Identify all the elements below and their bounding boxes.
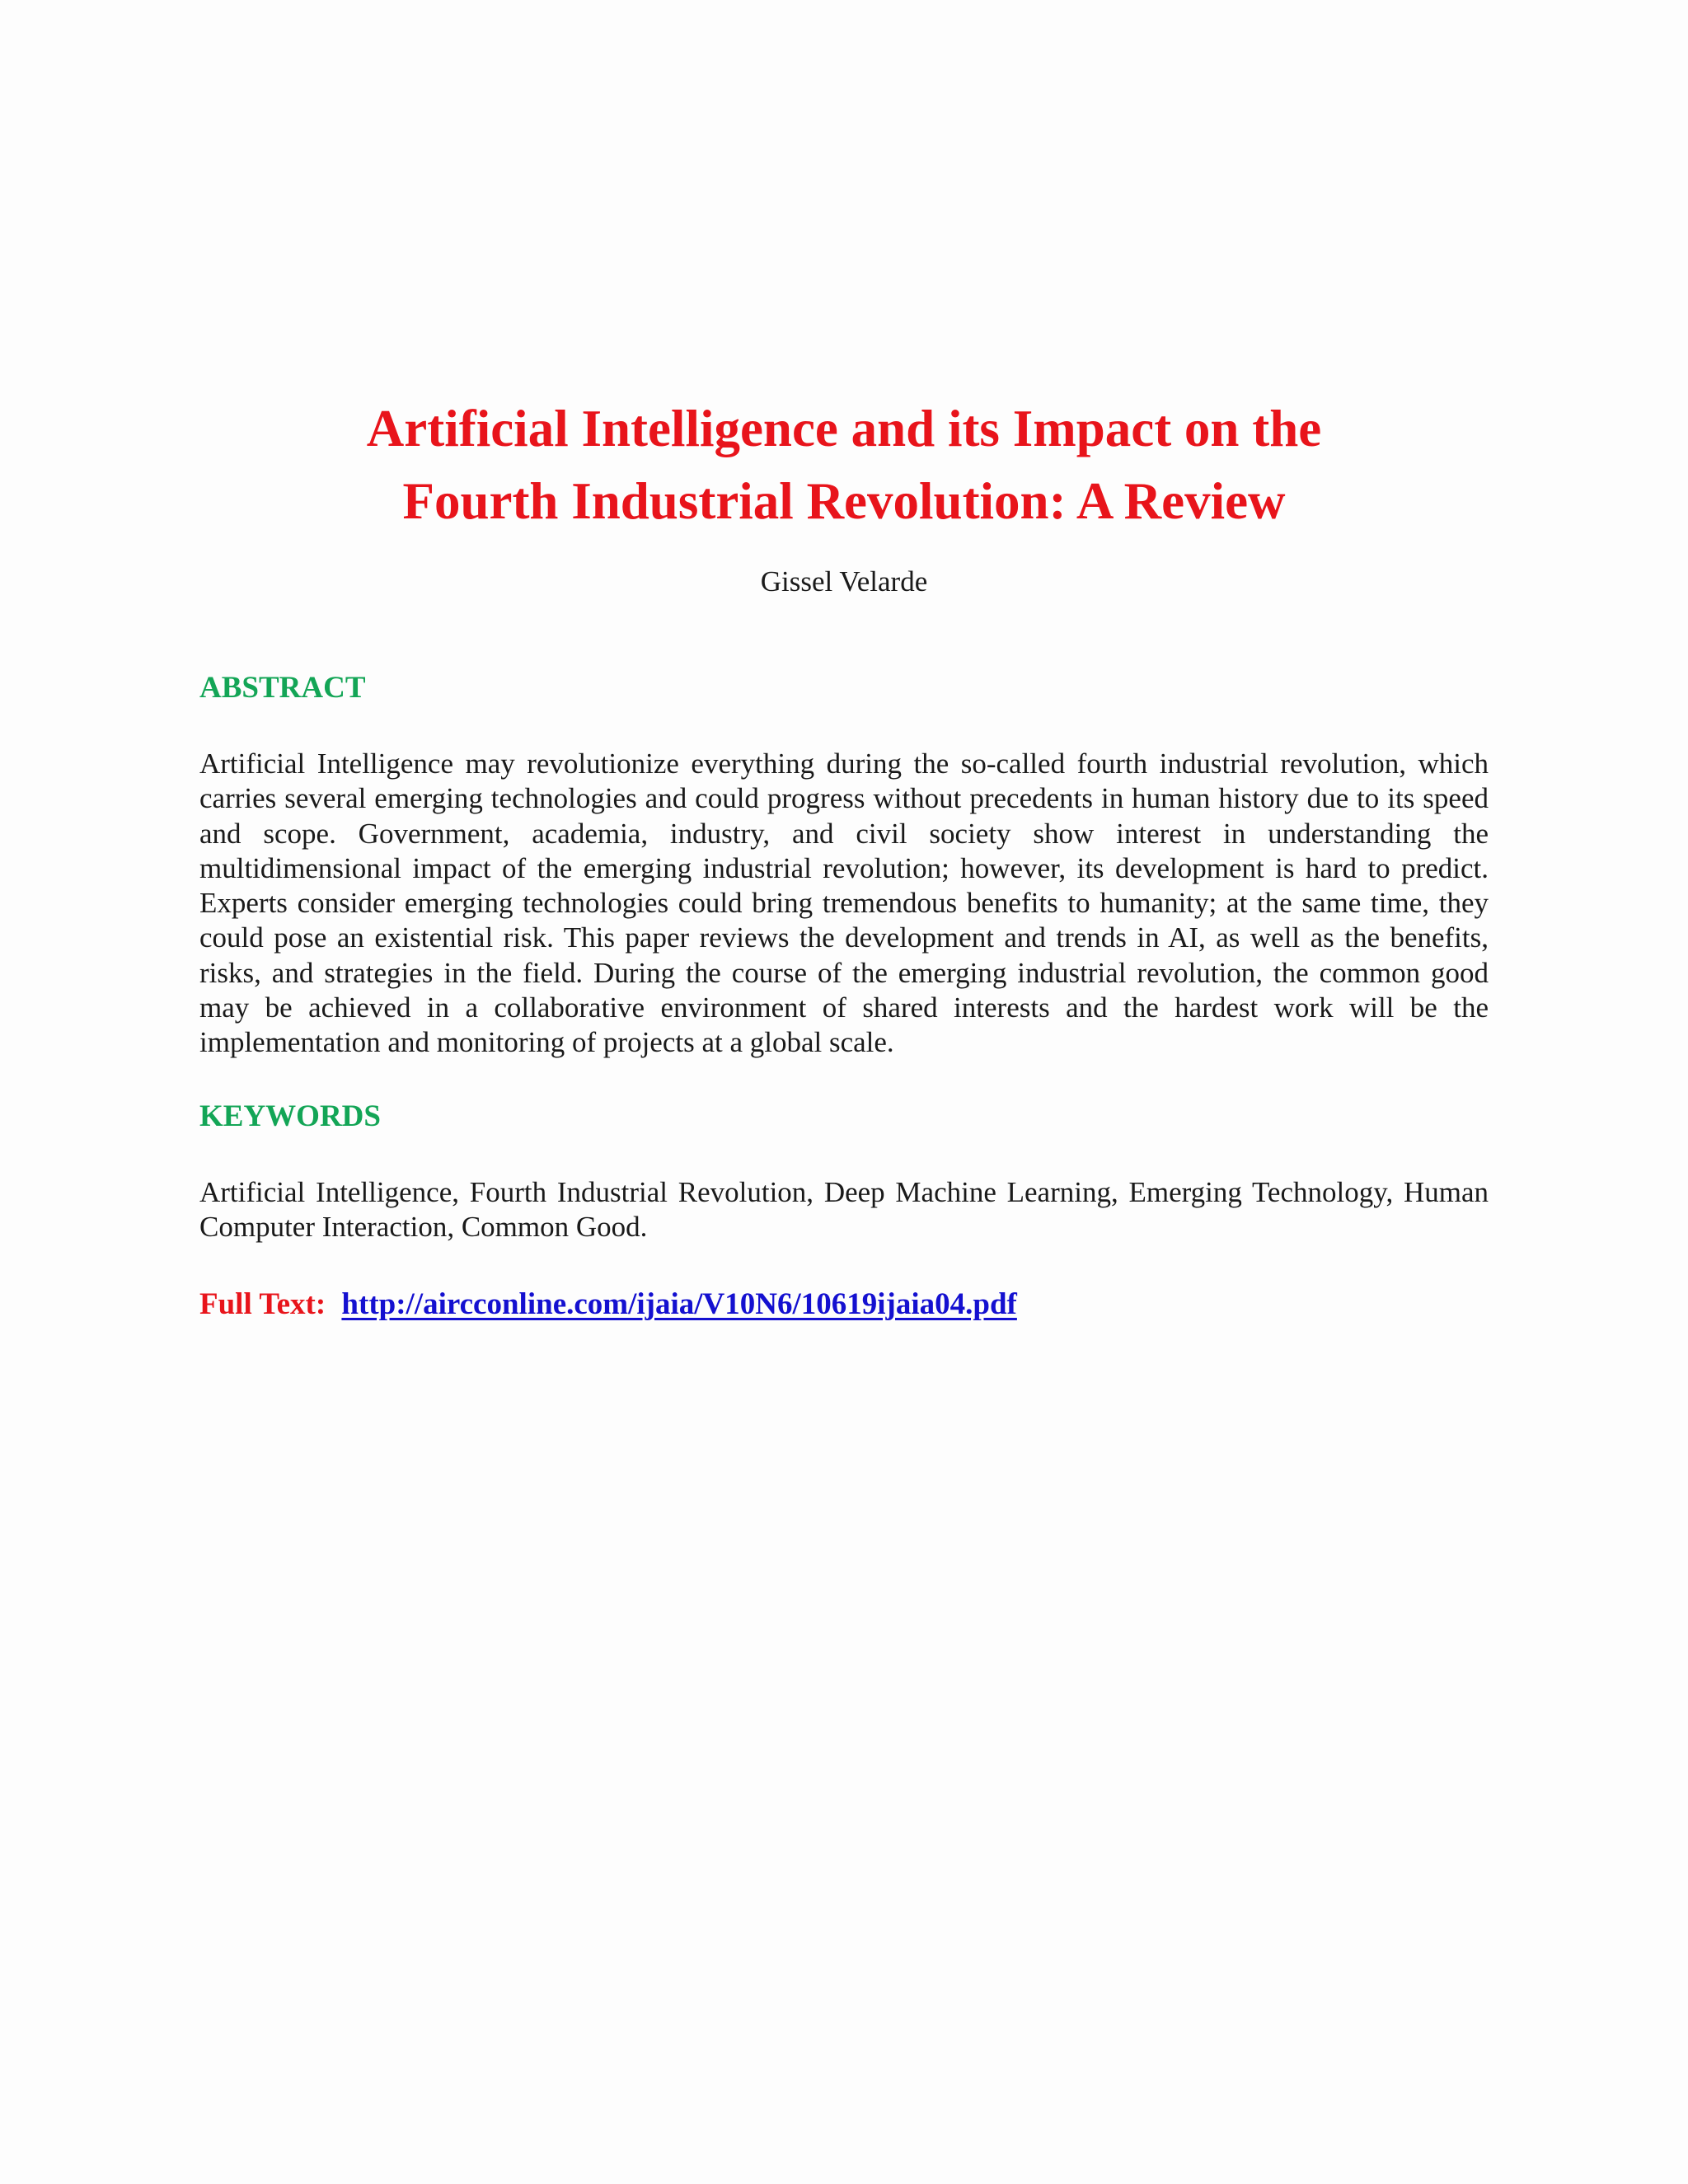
full-text-line <box>199 1286 1489 1324</box>
keywords-heading: KEYWORDS <box>199 1099 381 1133</box>
abstract-heading: ABSTRACT <box>199 671 366 705</box>
keywords-text: Artificial Intelligence, Fourth Industrial Revolution, Deep Machine Learning, Emerging Technology, Human Computer Interaction, Common Good. <box>199 1176 1489 1244</box>
paper-title <box>199 392 1489 537</box>
paper-title-line-1: Artificial Intelligence and its Impact on the <box>366 400 1322 457</box>
paper-title-line-2: Fourth Industrial Revolution: A Review <box>402 472 1286 530</box>
full-text-link[interactable]: http://aircconline.com/ijaia/V10N6/10619ijaia04.pdf <box>341 1287 1017 1321</box>
full-text-label: Full Text: <box>199 1287 326 1321</box>
abstract-text: Artificial Intelligence may revolutionize everything during the so-called fourth industrial revolution, which carries several emerging technologies and could progress without precedents in human history due to its speed and scope. Government, academia, industry, and civil society show interest in understanding the multidimensional impact of the emerging industrial revolution; however, its development is hard to predict. Experts consider emerging technologies could bring tremendous benefits to humanity; at the same time, they could pose an existential risk. This paper reviews the development and trends in AI, as well as the benefits, risks, and strategies in the field. During the course of the emerging industrial revolution, the common good may be achieved in a collaborative environment of shared interests and the hardest work will be the implementation and monitoring of projects at a global scale. <box>199 748 1489 1059</box>
author-name: Gissel Velarde <box>760 565 928 598</box>
